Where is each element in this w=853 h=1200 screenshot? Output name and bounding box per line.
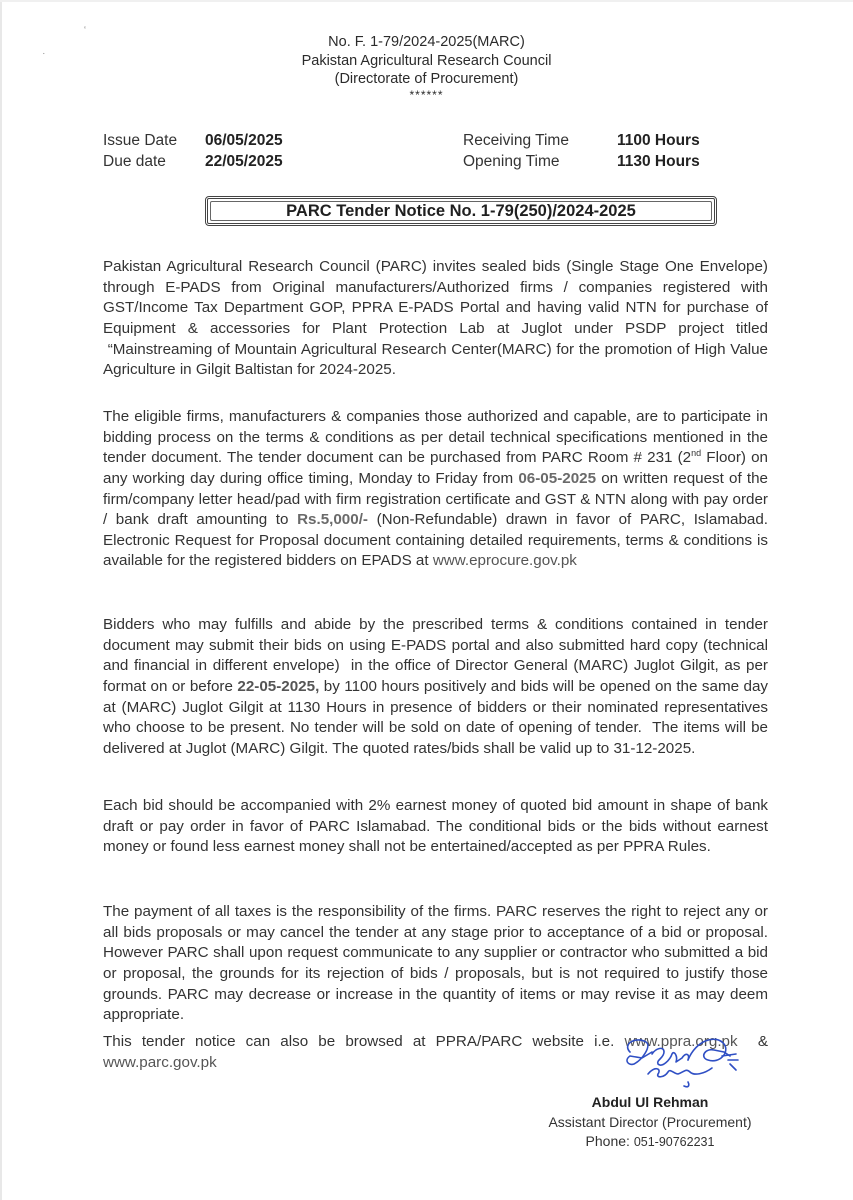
paragraph-submission bbox=[103, 615, 768, 759]
purchase-start-date: 06-05-2025 bbox=[518, 469, 597, 487]
paragraph-eligibility bbox=[103, 407, 768, 572]
eprocure-link[interactable]: www.eprocure.gov.pk bbox=[432, 552, 577, 570]
signature-image bbox=[612, 1030, 742, 1090]
scan-edge bbox=[0, 0, 2, 1200]
signatory-block bbox=[500, 1093, 800, 1153]
signatory-name: Abdul Ul Rehman bbox=[591, 1094, 709, 1110]
letter-header bbox=[0, 33, 853, 101]
phone-label: Phone: bbox=[585, 1133, 634, 1149]
header-separator: ****** bbox=[409, 87, 444, 102]
receiving-time-label: Receiving Time bbox=[463, 132, 569, 149]
document-fee: Rs.5,000/- bbox=[297, 511, 368, 529]
paragraph-earnest-money: Each bid should be accompanied with 2% earnest money of quoted bid amount in shape of bank draft or pay order in favor of PARC Islamabad. The conditional bids or the bids without earnest money or found less earnest money shall not be entertained/accepted as per PPRA Rules. bbox=[103, 797, 768, 856]
signature-stroke bbox=[627, 1040, 652, 1064]
text-segment: Bidders who may fulfills and abide by the prescribed terms & conditions contained in tender document may submit their bids on using E-PADS portal and also submitted hard copy (technical and financial in different envelope) in the office of Director General (MARC) Juglot Gilgit, as per format on or before bbox=[103, 616, 768, 695]
signature-stroke bbox=[648, 1068, 712, 1077]
paragraph-taxes-rights: The payment of all taxes is the responsibility of the firms. PARC reserves the right to reject any or all bids proposals or may cancel the tender at any stage prior to acceptance of a bid or proposal. However PARC shall upon request communicate to any supplier or contractor who submitted a bid or proposal, the grounds for its rejection of bids / proposals, but is not required to justify those grounds. PARC may decrease or increase in the quantity of items or may revise it as may deem appropriate. bbox=[103, 903, 768, 1024]
issue-date-label: Issue Date bbox=[103, 132, 178, 149]
tender-title: PARC Tender Notice No. 1-79(250)/2024-2025 bbox=[286, 201, 636, 220]
receiving-time-row bbox=[463, 130, 700, 151]
opening-time-row bbox=[463, 151, 700, 172]
directorate-name: (Directorate of Procurement) bbox=[334, 71, 519, 87]
due-date-label: Due date bbox=[103, 153, 166, 170]
ppra-link[interactable]: www.ppra.org.pk bbox=[624, 1033, 738, 1051]
text-segment: on written request of the firm/company letter head/pad with firm registration certificate and GST & NTN along with pay order / bank draft amounting to bbox=[103, 469, 768, 529]
due-date-row bbox=[103, 151, 283, 172]
receiving-time-value: 1100 Hours bbox=[617, 132, 700, 149]
phone-number: 051-90762231 bbox=[633, 1135, 715, 1149]
text-segment: & bbox=[737, 1033, 768, 1051]
signature-stroke bbox=[652, 1048, 689, 1065]
tender-title-box bbox=[205, 196, 717, 226]
signature-stroke bbox=[688, 1039, 730, 1061]
text-segment: Floor) on any working day during office timing, Monday to Friday from bbox=[103, 449, 768, 487]
scan-mark: ‛ bbox=[84, 25, 86, 35]
paragraph-invitation: Pakistan Agricultural Research Council (PARC) invites sealed bids (Single Stage One Envelope) through E-PADS from Original manufacturers/Authorized firms / companies registered with GST/Income Tax Department GOP, PPRA E-PADS Portal and having valid NTN for purchase of Equipment & accessories for Plant Protection Lab at Juglot under PSDP project titled “Mainstreaming of Mountain Agricultural Research Center(MARC) for the promotion of High Value Agriculture in Gilgit Baltistan for 2024-2025. bbox=[103, 258, 768, 379]
opening-time-value: 1130 Hours bbox=[617, 153, 700, 170]
parc-link[interactable]: www.parc.gov.pk bbox=[103, 1053, 217, 1071]
submission-deadline: 22-05-2025, bbox=[237, 677, 320, 695]
text-segment: (Non-Refundable) drawn in favor of PARC, Islamabad. Electronic Request for Proposal document containing detailed requirements, terms & conditions is available for the registered bidders on EPADS at bbox=[103, 511, 768, 570]
text-segment: by 1100 hours positively and bids will be opened on the same day at (MARC) Juglot Gilgit at 1130 Hours in presence of bidders or their nominated representatives who choose to be present. No tender will be sold on date of opening of tender. The items will be delivered at Juglot (MARC) Gilgit. The quoted rates/bids shall be valid up to 31-12-2025. bbox=[103, 677, 768, 757]
text-segment: This tender notice can also be browsed at PPRA/PARC website i.e. bbox=[103, 1033, 625, 1051]
file-number: No. F. 1-79/2024-2025(MARC) bbox=[328, 34, 525, 50]
organization-name: Pakistan Agricultural Research Council bbox=[301, 52, 552, 69]
signatory-designation: Assistant Director (Procurement) bbox=[548, 1113, 752, 1130]
signature-stroke bbox=[684, 1082, 689, 1087]
issue-date-row bbox=[103, 130, 283, 151]
scan-edge-top bbox=[0, 0, 853, 2]
signatory-phone bbox=[500, 1132, 800, 1153]
issue-date-value: 06/05/2025 bbox=[205, 132, 283, 149]
due-date-value: 22/05/2025 bbox=[205, 153, 283, 170]
dates-block bbox=[103, 130, 283, 172]
scan-mark: · bbox=[39, 48, 48, 58]
opening-time-label: Opening Time bbox=[463, 153, 560, 170]
times-block bbox=[463, 130, 700, 172]
text-segment: The eligible firms, manufacturers & companies those authorized and capable, are to participate in bidding process on the terms & conditions as per detail technical specifications mentioned in the tender document. The tender document can be purchased from PARC Room # 231 (2 bbox=[103, 408, 768, 467]
ordinal-suffix: nd bbox=[691, 448, 702, 459]
